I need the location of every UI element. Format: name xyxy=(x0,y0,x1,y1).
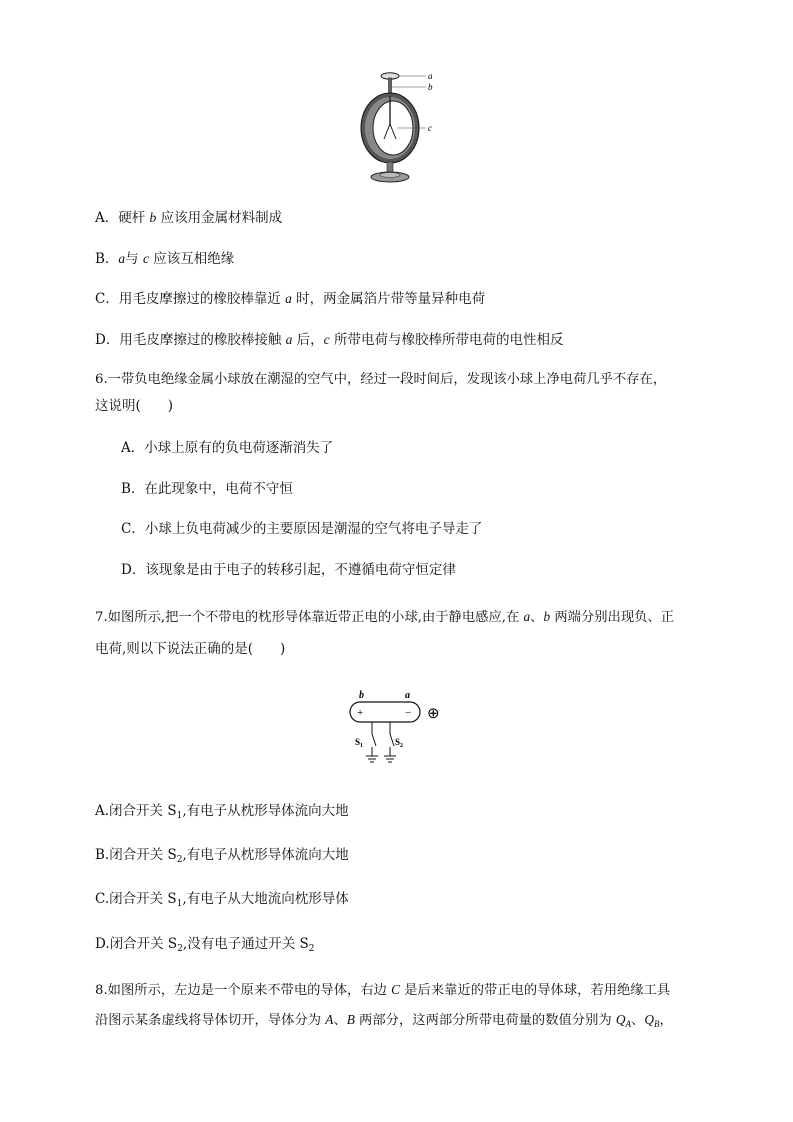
charged-ball: ⊕ xyxy=(427,706,440,722)
label-a: a xyxy=(428,71,433,81)
q7-option-c: C.闭合开关 $S_1$,有电子从大地流向枕形导体 xyxy=(95,891,349,909)
switch-s1-label: $S_1$ xyxy=(355,737,364,749)
q5-option-b: B．a与 c 应该互相绝缘 xyxy=(95,251,235,267)
q8-stem-line2: 沿图示某条虚线将导体切开，导体分为 A、B 两部分，这两部分所带电荷量的数值分别为 $Q_A$、$Q_B$， xyxy=(95,1012,673,1029)
pillow-conductor-figure xyxy=(345,688,450,768)
q6-option-d: D．该现象是由于电子的转移引起，不遵循电荷守恒定律 xyxy=(121,562,456,578)
q5-option-a: A．硬杆 b 应该用金属材料制成 xyxy=(95,210,283,226)
q7-option-b: B.闭合开关 $S_2$,有电子从枕形导体流向大地 xyxy=(95,847,349,865)
q5-option-c: C．用毛皮摩擦过的橡胶棒靠近 a 时，两金属箔片带等量异种电荷 xyxy=(95,291,486,307)
q6-stem-line1: 6.一带负电绝缘金属小球放在潮湿的空气中，经过一段时间后，发现该小球上净电荷几乎不存在， xyxy=(95,372,667,387)
minus-sign: − xyxy=(405,707,412,719)
q7-option-a: A.闭合开关 $S_1$,有电子从枕形导体流向大地 xyxy=(95,803,349,821)
q7-stem-line1: 7.如图所示,把一个不带电的枕形导体靠近带正电的小球,由于静电感应,在 a、b 两端分别出现负、正 xyxy=(95,609,675,625)
q7-option-d: D.闭合开关 $S_2$,没有电子通过开关 $S_2$ xyxy=(95,936,315,954)
q7-stem-line2: 电荷,则以下说法正确的是( ) xyxy=(95,641,286,657)
label-b: b xyxy=(428,82,433,92)
q6-stem-line2: 这说明( ) xyxy=(95,398,174,414)
q6-option-a: A．小球上原有的负电荷逐渐消失了 xyxy=(121,440,334,456)
q6-option-c: C．小球上负电荷减少的主要原因是潮湿的空气将电子导走了 xyxy=(121,521,483,537)
label-a: a xyxy=(405,690,410,701)
q5-option-d: D．用毛皮摩擦过的橡胶棒接触 a 后，c 所带电荷与橡胶棒所带电荷的电性相反 xyxy=(95,332,564,348)
plus-sign: + xyxy=(357,707,364,719)
q8-stem-line1: 8.如图所示，左边是一个原来不带电的导体，右边 C 是后来靠近的带正电的导体球，若用绝缘工具 xyxy=(95,982,671,998)
electroscope-figure xyxy=(350,66,445,188)
q6-option-b: B．在此现象中，电荷不守恒 xyxy=(121,481,293,497)
switch-s2-label: $S_2$ xyxy=(395,737,404,749)
label-b: b xyxy=(359,690,364,701)
label-c: c xyxy=(428,123,432,133)
